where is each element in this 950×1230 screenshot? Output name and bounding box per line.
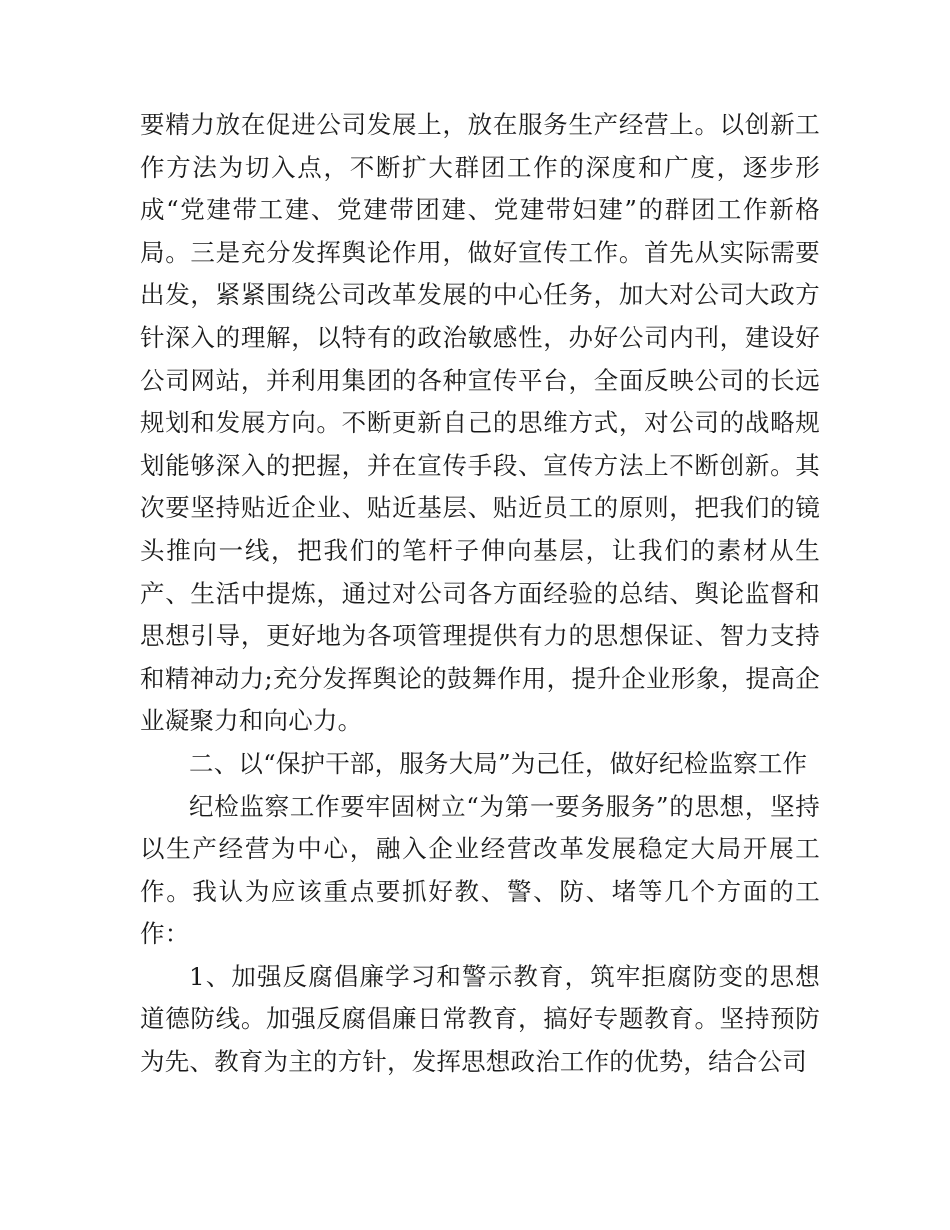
section-heading-2: 二、以“保护干部，服务大局”为己任，做好纪检监察工作	[189, 748, 808, 778]
paragraph-4: 1、加强反腐倡廉学习和警示教育，筑牢拒腐防变的思想道德防线。加强反腐倡廉日常教育，搞好专题教育。坚持预防为先、教育为主的方针，发挥思想政治工作的优势，结合公司	[140, 961, 820, 1077]
paragraph-1: 要精力放在促进公司发展上，放在服务生产经营上。以创新工作方法为切入点，不断扩大群团工作的深度和广度，逐步形成“党建带工建、党建带团建、党建带妇建”的群团工作新格局。三是充分发挥舆论作用，做好宣传工作。首先从实际需要出发，紧紧围绕公司改革发展的中心任务，加大对公司大政方针深入的理解，以特有的政治敏感性，办好公司内刊，建设好公司网站，并利用集团的各种宣传平台，全面反映公司的长远规划和发展方向。不断更新自己的思维方式，对公司的战略规划能够深入的把握，并在宣传手段、宣传方法上不断创新。其次要坚持贴近企业、贴近基层、贴近员工的原则，把我们的镜头推向一线，把我们的笔杆子伸向基层，让我们的素材从生产、生活中提炼，通过对公司各方面经验的总结、舆论监督和思想引导，更好地为各项管理提供有力的思想保证、智力支持和精神动力;充分发挥舆论的鼓舞作用，提升企业形象，提高企业凝聚力和向心力。	[140, 110, 820, 736]
document-body	[140, 104, 820, 1084]
paragraph-3: 纪检监察工作要牢固树立“为第一要务服务”的思想，坚持以生产经营为中心，融入企业经营改革发展稳定大局开展工作。我认为应该重点要抓好教、警、防、堵等几个方面的工作：	[140, 791, 820, 949]
